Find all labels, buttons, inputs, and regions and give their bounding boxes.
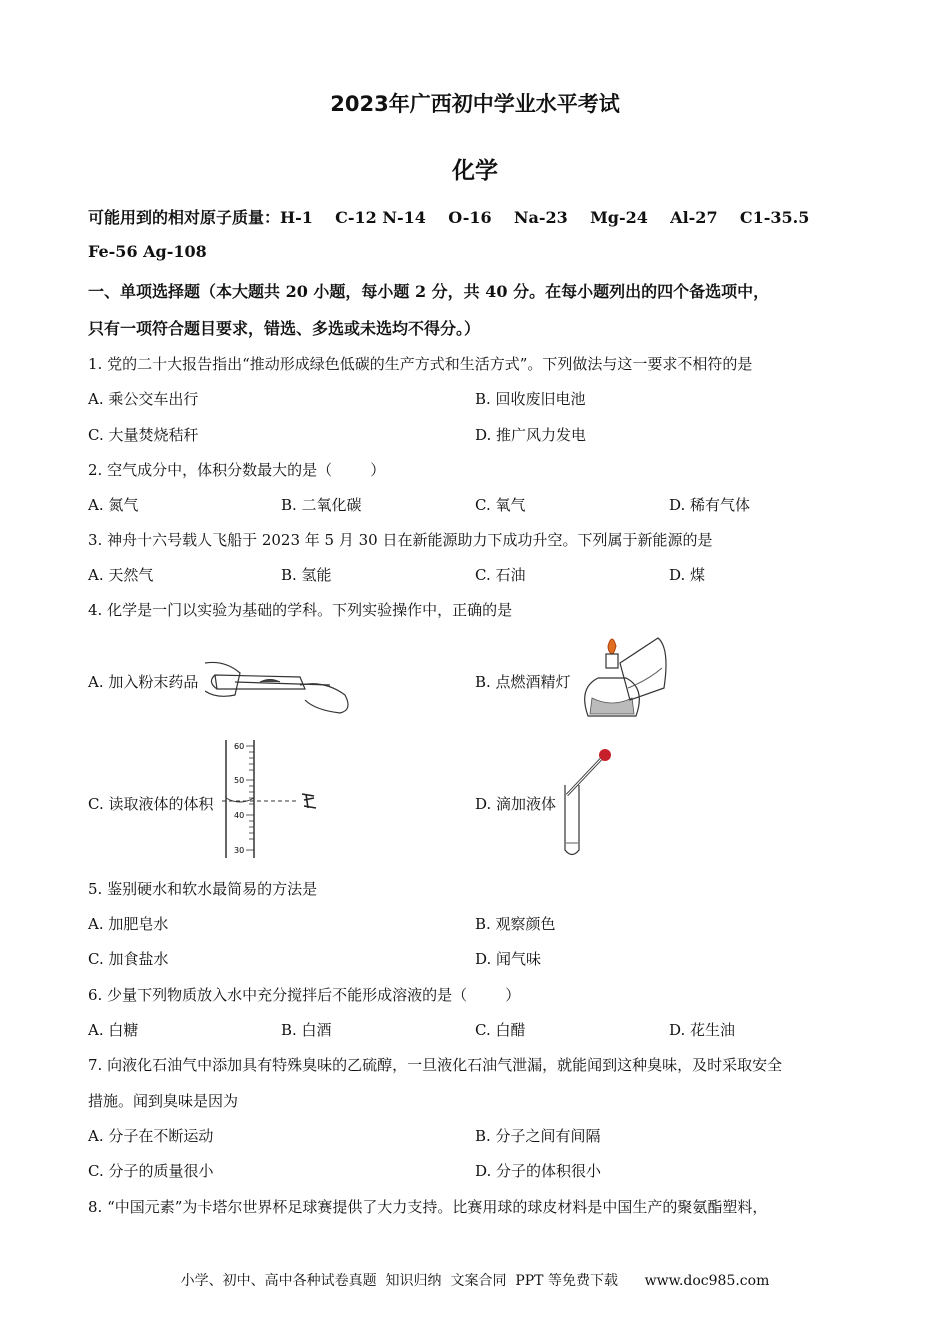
atomic-mass-line1: 可能用到的相对原子质量：H-1 C-12 N-14 O-16 Na-23 Mg-24 Al-27 C1-35.5 (88, 208, 810, 227)
q1-stem: 1. 党的二十大报告指出“推动形成绿色低碳的生产方式和生活方式”。下列做法与这一要求不相符的是 (88, 355, 753, 373)
q3-option-c[interactable]: C. 石油 (475, 566, 526, 584)
q7-option-c[interactable]: C. 分子的质量很小 (88, 1162, 214, 1180)
subject-title: 化学 (452, 158, 498, 184)
q1-option-d[interactable]: D. 推广风力发电 (475, 426, 587, 444)
q3-option-b[interactable]: B. 氢能 (281, 566, 332, 584)
exam-title: 2023年广西初中学业水平考试 (330, 92, 620, 116)
q4-option-a[interactable]: A. 加入粉末药品 (88, 673, 199, 691)
q7-option-b[interactable]: B. 分子之间有间隔 (475, 1127, 601, 1145)
alcohol-lamp-illustration (578, 628, 670, 718)
q3-option-d[interactable]: D. 煤 (669, 566, 706, 584)
q6-option-b[interactable]: B. 白酒 (281, 1021, 332, 1039)
q7-stem-line1: 7. 向液化石油气中添加具有特殊臭味的乙硫醇，一旦液化石油气泄漏，就能闻到这种臭味，及时采取安全 (88, 1056, 783, 1074)
q7-stem-line2: 措施。闻到臭味是因为 (88, 1092, 239, 1110)
q2-stem: 2. 空气成分中，体积分数最大的是（ ） (88, 461, 386, 479)
q6-option-c[interactable]: C. 白醋 (475, 1021, 526, 1039)
q4-stem: 4. 化学是一门以实验为基础的学科。下列实验操作中，正确的是 (88, 601, 513, 619)
q6-stem: 6. 少量下列物质放入水中充分搅拌后不能形成溶液的是（ ） (88, 986, 521, 1004)
q2-option-d[interactable]: D. 稀有气体 (669, 496, 751, 514)
graduated-cylinder-illustration (222, 738, 327, 860)
q3-option-a[interactable]: A. 天然气 (88, 566, 154, 584)
q5-option-a[interactable]: A. 加肥皂水 (88, 915, 169, 933)
cylinder-tick-60: 60 (234, 742, 245, 751)
q2-option-a[interactable]: A. 氮气 (88, 496, 139, 514)
q8-stem: 8. “中国元素”为卡塔尔世界杯足球赛提供了大力支持。比赛用球的球皮材料是中国生产的聚氨酯塑料， (88, 1198, 768, 1216)
test-tube-powder-illustration (205, 655, 360, 715)
atomic-mass-line2: Fe-56 Ag-108 (88, 242, 207, 261)
q4-option-d[interactable]: D. 滴加液体 (475, 795, 557, 813)
section-heading-1: 一、单项选择题（本大题共 20 小题，每小题 2 分，共 40 分。在每小题列出的四个备选项中， (88, 282, 770, 301)
page-footer: 小学、初中、高中各种试卷真题 知识归纳 文案合同 PPT 等免费下载 www.doc985.com (180, 1273, 770, 1289)
q5-option-c[interactable]: C. 加食盐水 (88, 950, 169, 968)
cylinder-tick-30: 30 (234, 846, 245, 855)
q6-option-a[interactable]: A. 白糖 (88, 1021, 139, 1039)
q7-option-a[interactable]: A. 分子在不断运动 (88, 1127, 214, 1145)
q4-option-c[interactable]: C. 读取液体的体积 (88, 795, 214, 813)
cylinder-tick-50: 50 (234, 776, 245, 785)
cylinder-tick-40: 40 (234, 811, 245, 820)
q3-stem: 3. 神舟十六号载人飞船于 2023 年 5 月 30 日在新能源助力下成功升空。下列属于新能源的是 (88, 531, 713, 549)
q6-option-d[interactable]: D. 花生油 (669, 1021, 736, 1039)
section-heading-2: 只有一项符合题目要求，错选、多选或未选均不得分。） (88, 319, 481, 338)
q1-option-a[interactable]: A. 乘公交车出行 (88, 390, 199, 408)
q5-stem: 5. 鉴别硬水和软水最简易的方法是 (88, 880, 318, 898)
q4-option-b[interactable]: B. 点燃酒精灯 (475, 673, 571, 691)
q2-option-c[interactable]: C. 氧气 (475, 496, 526, 514)
q2-option-b[interactable]: B. 二氧化碳 (281, 496, 362, 514)
q5-option-d[interactable]: D. 闻气味 (475, 950, 542, 968)
q1-option-c[interactable]: C. 大量焚烧秸秆 (88, 426, 199, 444)
q7-option-d[interactable]: D. 分子的体积很小 (475, 1162, 602, 1180)
q5-option-b[interactable]: B. 观察颜色 (475, 915, 556, 933)
dropper-illustration (555, 745, 615, 860)
q1-option-b[interactable]: B. 回收废旧电池 (475, 390, 586, 408)
